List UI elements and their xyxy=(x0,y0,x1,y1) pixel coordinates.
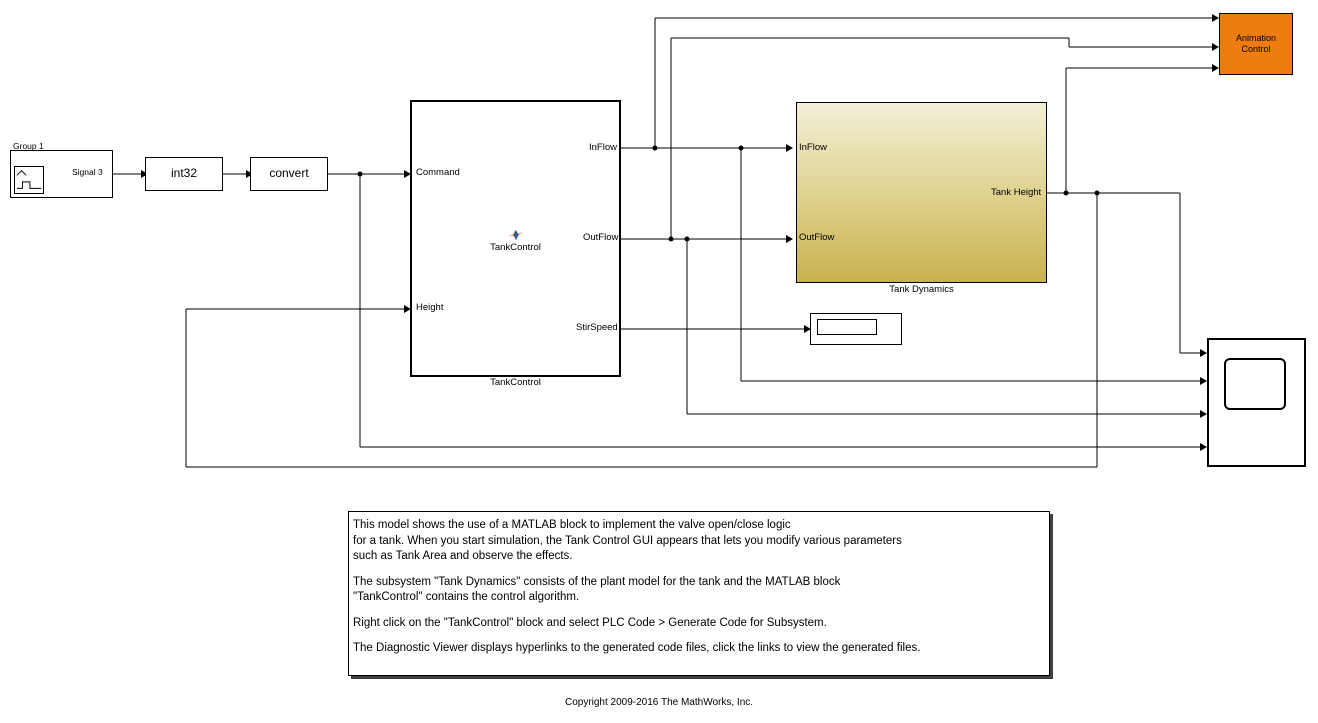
port-label-inflow-out: InFlow xyxy=(589,142,617,153)
port-label-outflow-out: OutFlow xyxy=(583,232,619,243)
port-label-height: Height xyxy=(416,302,444,313)
annotation-spacer-1 xyxy=(353,565,1045,575)
animation-control-label-line1: Animation xyxy=(1235,33,1277,43)
annotation-line-6: Right click on the "TankControl" block and select PLC Code > Generate Code for Subsystem. xyxy=(353,616,827,629)
port-label-inflow-in: InFlow xyxy=(799,142,827,153)
matlab-icon xyxy=(508,228,524,242)
signal-builder-signal-label: Signal 3 xyxy=(72,167,103,177)
animation-control-label xyxy=(1219,33,1293,56)
port-label-outflow-in: OutFlow xyxy=(799,232,835,243)
annotation-line-7: The Diagnostic Viewer displays hyperlinks to the generated code files, click the links to view the generated files. xyxy=(353,642,921,655)
port-label-tank-height: Tank Height xyxy=(991,187,1042,198)
annotation-line-3: such as Tank Area and observe the effects. xyxy=(353,550,573,563)
tankcontrol-caption: TankControl xyxy=(490,377,541,388)
copyright-notice: Copyright 2009-2016 The MathWorks, Inc. xyxy=(564,697,754,708)
tankcontrol-inner-label: TankControl xyxy=(490,242,541,253)
display-value xyxy=(817,319,877,335)
port-label-command: Command xyxy=(416,167,460,178)
annotation-line-4: The subsystem "Tank Dynamics" consists of the plant model for the tank and the MATLAB block xyxy=(353,575,841,588)
model-annotation xyxy=(348,511,1050,676)
annotation-line-2: for a tank. When you start simulation, the Tank Control GUI appears that lets you modify various parameters xyxy=(353,534,902,547)
annotation-line-1: This model shows the use of a MATLAB block to implement the valve open/close logic xyxy=(353,519,791,531)
annotation-line-5: "TankControl" contains the control algorithm. xyxy=(353,591,580,604)
tank-dynamics-caption: Tank Dynamics xyxy=(889,284,954,295)
waveform-icon xyxy=(14,166,44,194)
annotation-spacer-2 xyxy=(353,606,1045,616)
animation-control-label-line2: Control xyxy=(1241,44,1271,55)
signal-builder-group-label: Group 1 xyxy=(13,141,44,151)
int32-label: int32 xyxy=(170,166,198,180)
scope-screen-icon xyxy=(1224,358,1286,410)
port-label-stirspeed-out: StirSpeed xyxy=(576,322,618,333)
convert-label: convert xyxy=(269,166,309,180)
annotation-spacer-3 xyxy=(353,631,1045,641)
